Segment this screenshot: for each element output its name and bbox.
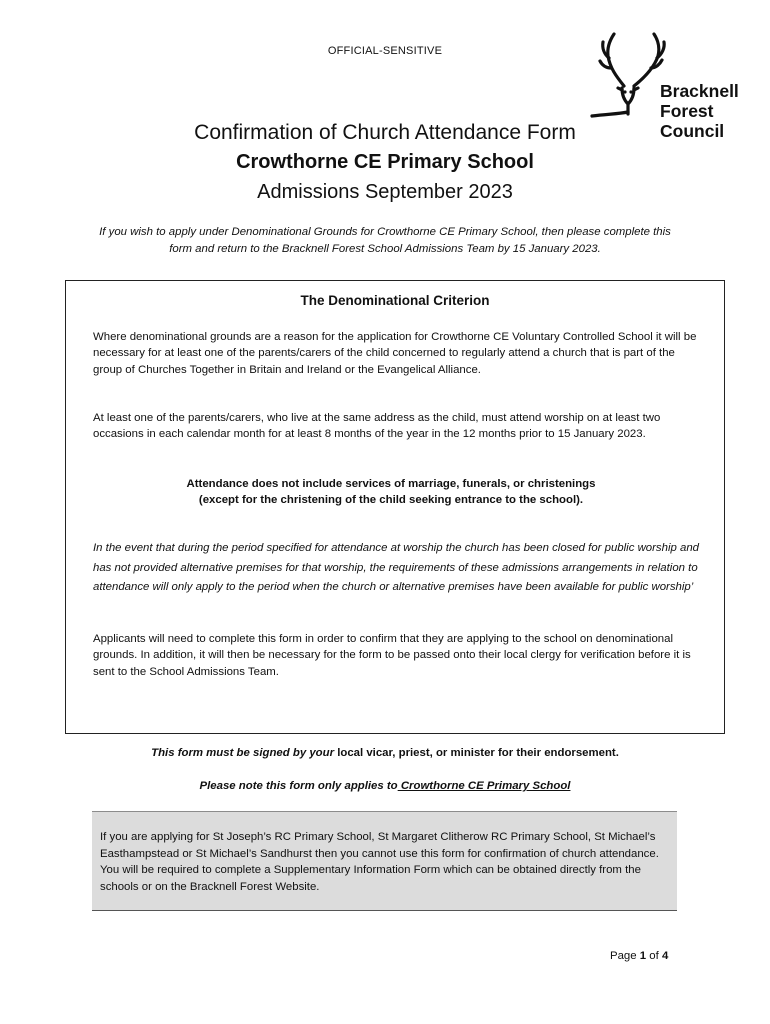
criterion-paragraph-2: At least one of the parents/carers, who live at the same address as the child, must attend worship on at least two occasions in each calendar month for at least 8 months of the year in the 12 months prior to 15 January 2023.	[93, 412, 661, 441]
applicants-paragraph: Applicants will need to complete this form in order to confirm that they are applying to the school on denominational grounds. In addition, it will then be necessary for the form to be passed onto their local clergy for verification before it is sent to the School Admissions Team.	[93, 633, 691, 678]
signature-requirement	[0, 747, 770, 759]
stag-icon	[588, 28, 668, 123]
church-closed-paragraph: In the event that during the period specified for attendance at worship the church has been closed for public worship and has not provided alternative premises for that worship, the requirements of these admissions arrangements in relation to attendance will only apply to the period when the church or alternative premises have been available for public worship’	[93, 542, 699, 593]
page-of-word: of	[646, 950, 662, 962]
criterion-paragraph-1: Where denominational grounds are a reason for the application for Crowthorne CE Voluntary Controlled School it will be necessary for at least one of the parents/carers of the child concerned to regularly attend a church that is part of the group of Churches Together in Britain and Ireland or the Evangelical Alliance.	[93, 331, 697, 376]
criterion-box	[65, 280, 725, 734]
council-name-line1: Bracknell	[660, 81, 739, 101]
applies-note-prefix: Please note this form only applies to	[199, 780, 398, 792]
admissions-title: Admissions September 2023	[257, 181, 513, 203]
page-total: 4	[661, 950, 669, 962]
council-name-line2: Forest	[660, 101, 714, 121]
page-number	[610, 950, 668, 962]
criterion-title: The Denominational Criterion	[300, 293, 490, 308]
form-title: Confirmation of Church Attendance Form	[194, 121, 576, 144]
page-word: Page	[610, 950, 640, 962]
attendance-line-1: Attendance does not include services of marriage, funerals, or christenings	[186, 478, 596, 490]
applies-note	[0, 780, 770, 792]
attendance-line-2: (except for the christening of the child seeking entrance to the school).	[198, 494, 584, 507]
other-schools-text: If you are applying for St Joseph’s RC Primary School, St Margaret Clitherow RC Primary School, St Michael’s Easthampstead or St Michael’s Sandhurst then you cannot use this form for confirmation of church attendance. You will be required to complete a Supplementary Information Form which can be obtained directly from the schools or on the Bracknell Forest Website.	[100, 831, 659, 893]
other-schools-notice	[92, 811, 677, 911]
page-current: 1	[639, 950, 647, 962]
signature-requirement-rest: local vicar, priest, or minister for their endorsement.	[334, 747, 619, 759]
council-name-line3: Council	[660, 121, 725, 141]
school-title: Crowthorne CE Primary School	[236, 151, 534, 173]
applies-note-school: Crowthorne CE Primary School	[397, 780, 571, 792]
signature-requirement-italic: This form must be signed by your	[151, 747, 335, 759]
attendance-exclusion	[106, 476, 676, 509]
intro-text: If you wish to apply under Denominational Grounds for Crowthorne CE Primary School, then please complete this form and return to the Bracknell Forest School Admissions Team by 15 January 2023.	[99, 226, 671, 255]
classification-label: OFFICIAL-SENSITIVE	[327, 45, 443, 57]
